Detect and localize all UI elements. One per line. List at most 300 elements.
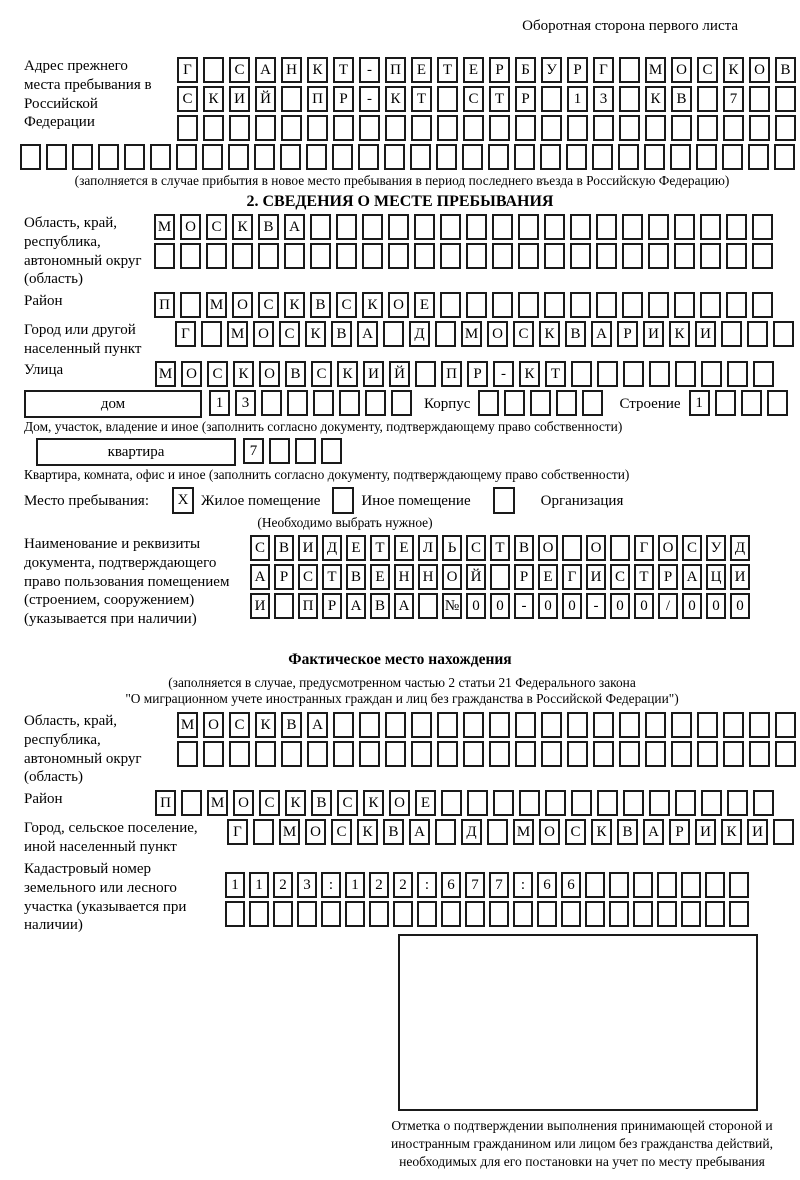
char-box[interactable] (254, 144, 275, 170)
char-box[interactable]: Г (227, 819, 248, 845)
char-box[interactable]: А (682, 564, 702, 590)
char-box[interactable] (229, 741, 250, 767)
char-box[interactable] (593, 741, 614, 767)
other-premises-checkbox[interactable] (332, 487, 354, 514)
char-box[interactable]: А (255, 57, 276, 83)
char-box[interactable] (697, 741, 718, 767)
char-box[interactable] (674, 243, 695, 269)
char-box[interactable] (492, 214, 513, 240)
char-box[interactable]: Ь (442, 535, 462, 561)
char-box[interactable] (492, 292, 513, 318)
char-box[interactable]: 0 (466, 593, 486, 619)
char-box[interactable] (537, 901, 557, 927)
char-box[interactable]: С (229, 712, 250, 738)
char-box[interactable] (753, 361, 774, 387)
char-box[interactable] (180, 292, 201, 318)
char-box[interactable]: Е (370, 564, 390, 590)
char-box[interactable]: Р (322, 593, 342, 619)
char-box[interactable] (176, 144, 197, 170)
char-box[interactable]: К (539, 321, 560, 347)
char-box[interactable] (619, 115, 640, 141)
char-box[interactable] (359, 115, 380, 141)
char-box[interactable]: М (279, 819, 300, 845)
char-box[interactable] (570, 214, 591, 240)
char-box[interactable]: В (565, 321, 586, 347)
char-box[interactable] (681, 901, 701, 927)
char-box[interactable]: 6 (441, 872, 461, 898)
char-box[interactable] (597, 361, 618, 387)
char-box[interactable] (722, 144, 743, 170)
char-box[interactable] (203, 115, 224, 141)
char-box[interactable]: К (645, 86, 666, 112)
char-box[interactable] (362, 214, 383, 240)
char-box[interactable] (657, 901, 677, 927)
char-box[interactable] (571, 361, 592, 387)
char-box[interactable] (441, 901, 461, 927)
char-box[interactable]: Д (409, 321, 430, 347)
char-box[interactable]: П (441, 361, 462, 387)
char-box[interactable] (700, 214, 721, 240)
char-box[interactable]: В (311, 790, 332, 816)
char-box[interactable]: Е (538, 564, 558, 590)
char-box[interactable]: О (749, 57, 770, 83)
char-box[interactable]: 7 (723, 86, 744, 112)
char-box[interactable]: К (232, 214, 253, 240)
char-box[interactable] (623, 361, 644, 387)
char-box[interactable] (253, 819, 274, 845)
char-box[interactable] (700, 292, 721, 318)
char-box[interactable] (705, 872, 725, 898)
char-box[interactable] (258, 243, 279, 269)
char-box[interactable] (332, 144, 353, 170)
char-box[interactable]: 3 (593, 86, 614, 112)
char-box[interactable] (435, 819, 456, 845)
char-box[interactable] (321, 901, 341, 927)
char-box[interactable]: Е (463, 57, 484, 83)
char-box[interactable] (489, 901, 509, 927)
char-box[interactable] (752, 243, 773, 269)
char-box[interactable]: С (250, 535, 270, 561)
char-box[interactable] (177, 741, 198, 767)
char-box[interactable]: Р (617, 321, 638, 347)
char-box[interactable] (633, 872, 653, 898)
char-box[interactable] (619, 741, 640, 767)
char-box[interactable] (775, 86, 796, 112)
char-box[interactable]: С (466, 535, 486, 561)
char-box[interactable]: В (258, 214, 279, 240)
char-box[interactable]: У (706, 535, 726, 561)
char-box[interactable] (649, 361, 670, 387)
char-box[interactable]: - (586, 593, 606, 619)
char-box[interactable] (46, 144, 67, 170)
char-box[interactable]: К (203, 86, 224, 112)
char-box[interactable] (774, 144, 795, 170)
char-box[interactable]: С (279, 321, 300, 347)
char-box[interactable]: М (155, 361, 176, 387)
char-box[interactable] (281, 86, 302, 112)
char-box[interactable]: В (671, 86, 692, 112)
char-box[interactable]: : (321, 872, 341, 898)
char-box[interactable]: К (357, 819, 378, 845)
char-box[interactable]: К (362, 292, 383, 318)
char-box[interactable] (513, 901, 533, 927)
char-box[interactable] (567, 712, 588, 738)
char-box[interactable]: - (359, 86, 380, 112)
char-box[interactable]: О (388, 292, 409, 318)
char-box[interactable] (488, 144, 509, 170)
char-box[interactable] (645, 741, 666, 767)
char-box[interactable] (696, 144, 717, 170)
char-box[interactable] (180, 243, 201, 269)
char-box[interactable]: 2 (369, 872, 389, 898)
char-box[interactable] (466, 292, 487, 318)
char-box[interactable] (622, 243, 643, 269)
char-box[interactable] (441, 790, 462, 816)
char-box[interactable] (697, 86, 718, 112)
char-box[interactable]: - (493, 361, 514, 387)
char-box[interactable] (544, 214, 565, 240)
char-box[interactable] (418, 593, 438, 619)
char-box[interactable]: В (346, 564, 366, 590)
char-box[interactable]: С (610, 564, 630, 590)
char-box[interactable] (359, 741, 380, 767)
char-box[interactable] (384, 144, 405, 170)
char-box[interactable]: И (586, 564, 606, 590)
char-box[interactable] (566, 144, 587, 170)
char-box[interactable] (633, 901, 653, 927)
char-box[interactable] (649, 790, 670, 816)
char-box[interactable]: И (730, 564, 750, 590)
char-box[interactable] (514, 144, 535, 170)
char-box[interactable]: О (442, 564, 462, 590)
char-box[interactable]: С (298, 564, 318, 590)
char-box[interactable]: В (310, 292, 331, 318)
char-box[interactable] (561, 901, 581, 927)
char-box[interactable] (437, 712, 458, 738)
char-box[interactable] (610, 535, 630, 561)
char-box[interactable]: 1 (249, 872, 269, 898)
char-box[interactable]: И (695, 321, 716, 347)
char-box[interactable] (748, 144, 769, 170)
char-box[interactable] (229, 115, 250, 141)
char-box[interactable]: Г (177, 57, 198, 83)
char-box[interactable] (414, 214, 435, 240)
char-box[interactable]: В (285, 361, 306, 387)
char-box[interactable]: К (385, 86, 406, 112)
char-box[interactable]: С (259, 790, 280, 816)
char-box[interactable]: Т (489, 86, 510, 112)
char-box[interactable] (321, 438, 342, 464)
char-box[interactable]: С (682, 535, 702, 561)
char-box[interactable]: Н (418, 564, 438, 590)
char-box[interactable]: Р (515, 86, 536, 112)
char-box[interactable]: С (206, 214, 227, 240)
char-box[interactable] (393, 901, 413, 927)
char-box[interactable]: 7 (465, 872, 485, 898)
char-box[interactable] (206, 243, 227, 269)
char-box[interactable] (648, 243, 669, 269)
char-box[interactable]: О (180, 214, 201, 240)
char-box[interactable] (463, 115, 484, 141)
char-box[interactable] (478, 390, 499, 416)
char-box[interactable]: 0 (610, 593, 630, 619)
char-box[interactable] (388, 214, 409, 240)
char-box[interactable]: С (177, 86, 198, 112)
residential-checkbox[interactable]: X (172, 487, 194, 514)
char-box[interactable] (775, 115, 796, 141)
char-box[interactable] (582, 390, 603, 416)
char-box[interactable] (436, 144, 457, 170)
char-box[interactable]: В (514, 535, 534, 561)
char-box[interactable]: И (747, 819, 768, 845)
char-box[interactable]: П (155, 790, 176, 816)
char-box[interactable]: Р (274, 564, 294, 590)
char-box[interactable] (727, 790, 748, 816)
char-box[interactable] (124, 144, 145, 170)
char-box[interactable]: А (346, 593, 366, 619)
char-box[interactable] (310, 243, 331, 269)
char-box[interactable]: Р (489, 57, 510, 83)
char-box[interactable]: 1 (345, 872, 365, 898)
char-box[interactable] (504, 390, 525, 416)
char-box[interactable] (593, 712, 614, 738)
char-box[interactable]: Г (562, 564, 582, 590)
char-box[interactable] (571, 790, 592, 816)
char-box[interactable]: О (586, 535, 606, 561)
char-box[interactable] (203, 741, 224, 767)
char-box[interactable] (287, 390, 308, 416)
char-box[interactable] (721, 321, 742, 347)
char-box[interactable] (437, 741, 458, 767)
char-box[interactable]: С (697, 57, 718, 83)
char-box[interactable] (362, 243, 383, 269)
char-box[interactable]: Р (467, 361, 488, 387)
char-box[interactable] (619, 86, 640, 112)
char-box[interactable] (437, 115, 458, 141)
char-box[interactable] (440, 292, 461, 318)
char-box[interactable]: 0 (562, 593, 582, 619)
char-box[interactable] (729, 901, 749, 927)
char-box[interactable] (339, 390, 360, 416)
char-box[interactable]: В (370, 593, 390, 619)
char-box[interactable] (414, 243, 435, 269)
char-box[interactable] (752, 292, 773, 318)
char-box[interactable]: О (487, 321, 508, 347)
char-box[interactable]: К (307, 57, 328, 83)
char-box[interactable]: О (233, 790, 254, 816)
char-box[interactable] (255, 741, 276, 767)
char-box[interactable] (562, 535, 582, 561)
char-box[interactable]: 3 (235, 390, 256, 416)
char-box[interactable]: - (514, 593, 534, 619)
char-box[interactable] (681, 872, 701, 898)
char-box[interactable]: К (284, 292, 305, 318)
char-box[interactable]: К (233, 361, 254, 387)
char-box[interactable] (619, 712, 640, 738)
char-box[interactable] (249, 901, 269, 927)
char-box[interactable]: С (207, 361, 228, 387)
char-box[interactable]: К (363, 790, 384, 816)
char-box[interactable] (333, 712, 354, 738)
char-box[interactable] (417, 901, 437, 927)
char-box[interactable]: И (250, 593, 270, 619)
char-box[interactable] (232, 243, 253, 269)
char-box[interactable] (489, 712, 510, 738)
char-box[interactable] (518, 243, 539, 269)
char-box[interactable]: Г (593, 57, 614, 83)
char-box[interactable] (359, 712, 380, 738)
house-type-box[interactable]: дом (24, 390, 202, 418)
char-box[interactable]: Ц (706, 564, 726, 590)
char-box[interactable] (645, 712, 666, 738)
char-box[interactable]: А (250, 564, 270, 590)
char-box[interactable] (154, 243, 175, 269)
char-box[interactable] (729, 872, 749, 898)
char-box[interactable] (775, 741, 796, 767)
char-box[interactable]: 1 (225, 872, 245, 898)
char-box[interactable] (648, 214, 669, 240)
char-box[interactable]: Н (394, 564, 414, 590)
char-box[interactable]: М (177, 712, 198, 738)
char-box[interactable] (645, 115, 666, 141)
char-box[interactable] (307, 115, 328, 141)
char-box[interactable] (385, 712, 406, 738)
char-box[interactable]: Т (322, 564, 342, 590)
char-box[interactable] (333, 115, 354, 141)
char-box[interactable] (701, 361, 722, 387)
char-box[interactable]: О (232, 292, 253, 318)
char-box[interactable] (619, 57, 640, 83)
char-box[interactable] (385, 741, 406, 767)
char-box[interactable] (98, 144, 119, 170)
char-box[interactable] (747, 321, 768, 347)
char-box[interactable] (674, 214, 695, 240)
char-box[interactable]: П (154, 292, 175, 318)
char-box[interactable]: 0 (490, 593, 510, 619)
char-box[interactable] (671, 741, 692, 767)
char-box[interactable] (723, 741, 744, 767)
char-box[interactable] (541, 712, 562, 738)
char-box[interactable] (435, 321, 456, 347)
char-box[interactable]: В (281, 712, 302, 738)
char-box[interactable] (463, 712, 484, 738)
char-box[interactable] (752, 214, 773, 240)
char-box[interactable]: П (385, 57, 406, 83)
char-box[interactable] (280, 144, 301, 170)
char-box[interactable] (723, 115, 744, 141)
char-box[interactable]: К (337, 361, 358, 387)
char-box[interactable]: О (671, 57, 692, 83)
char-box[interactable]: 0 (706, 593, 726, 619)
char-box[interactable]: Л (418, 535, 438, 561)
char-box[interactable] (391, 390, 412, 416)
char-box[interactable] (177, 115, 198, 141)
char-box[interactable]: А (307, 712, 328, 738)
char-box[interactable] (490, 564, 510, 590)
char-box[interactable]: С (331, 819, 352, 845)
char-box[interactable] (336, 214, 357, 240)
char-box[interactable] (383, 321, 404, 347)
char-box[interactable] (596, 292, 617, 318)
char-box[interactable] (411, 712, 432, 738)
char-box[interactable]: Е (411, 57, 432, 83)
char-box[interactable]: 1 (209, 390, 230, 416)
char-box[interactable] (597, 790, 618, 816)
char-box[interactable] (440, 214, 461, 240)
char-box[interactable] (515, 712, 536, 738)
char-box[interactable]: В (331, 321, 352, 347)
char-box[interactable]: № (442, 593, 462, 619)
char-box[interactable] (749, 712, 770, 738)
char-box[interactable]: / (658, 593, 678, 619)
char-box[interactable] (345, 901, 365, 927)
char-box[interactable]: 2 (273, 872, 293, 898)
char-box[interactable]: М (154, 214, 175, 240)
char-box[interactable] (530, 390, 551, 416)
char-box[interactable]: : (417, 872, 437, 898)
char-box[interactable] (465, 901, 485, 927)
char-box[interactable]: К (591, 819, 612, 845)
char-box[interactable]: Р (514, 564, 534, 590)
char-box[interactable] (644, 144, 665, 170)
char-box[interactable] (201, 321, 222, 347)
char-box[interactable]: Т (333, 57, 354, 83)
char-box[interactable]: 1 (689, 390, 710, 416)
char-box[interactable] (411, 741, 432, 767)
char-box[interactable] (773, 321, 794, 347)
char-box[interactable]: Т (545, 361, 566, 387)
char-box[interactable] (519, 790, 540, 816)
char-box[interactable]: М (461, 321, 482, 347)
char-box[interactable]: Д (461, 819, 482, 845)
char-box[interactable] (415, 361, 436, 387)
char-box[interactable]: К (255, 712, 276, 738)
char-box[interactable] (753, 790, 774, 816)
char-box[interactable]: Н (281, 57, 302, 83)
char-box[interactable]: О (389, 790, 410, 816)
char-box[interactable] (585, 901, 605, 927)
char-box[interactable] (705, 901, 725, 927)
char-box[interactable] (596, 243, 617, 269)
char-box[interactable]: 7 (243, 438, 264, 464)
char-box[interactable] (609, 901, 629, 927)
char-box[interactable]: Д (322, 535, 342, 561)
char-box[interactable] (150, 144, 171, 170)
char-box[interactable]: 1 (567, 86, 588, 112)
char-box[interactable] (388, 243, 409, 269)
char-box[interactable] (670, 144, 691, 170)
char-box[interactable]: М (645, 57, 666, 83)
char-box[interactable]: 6 (561, 872, 581, 898)
char-box[interactable] (281, 741, 302, 767)
char-box[interactable]: В (383, 819, 404, 845)
char-box[interactable] (269, 438, 290, 464)
char-box[interactable]: О (305, 819, 326, 845)
char-box[interactable] (20, 144, 41, 170)
char-box[interactable] (358, 144, 379, 170)
char-box[interactable] (585, 872, 605, 898)
char-box[interactable] (570, 292, 591, 318)
char-box[interactable] (556, 390, 577, 416)
char-box[interactable]: И (298, 535, 318, 561)
char-box[interactable] (749, 86, 770, 112)
char-box[interactable]: 0 (538, 593, 558, 619)
char-box[interactable]: А (357, 321, 378, 347)
char-box[interactable] (365, 390, 386, 416)
char-box[interactable] (515, 741, 536, 767)
char-box[interactable] (493, 790, 514, 816)
char-box[interactable] (297, 901, 317, 927)
